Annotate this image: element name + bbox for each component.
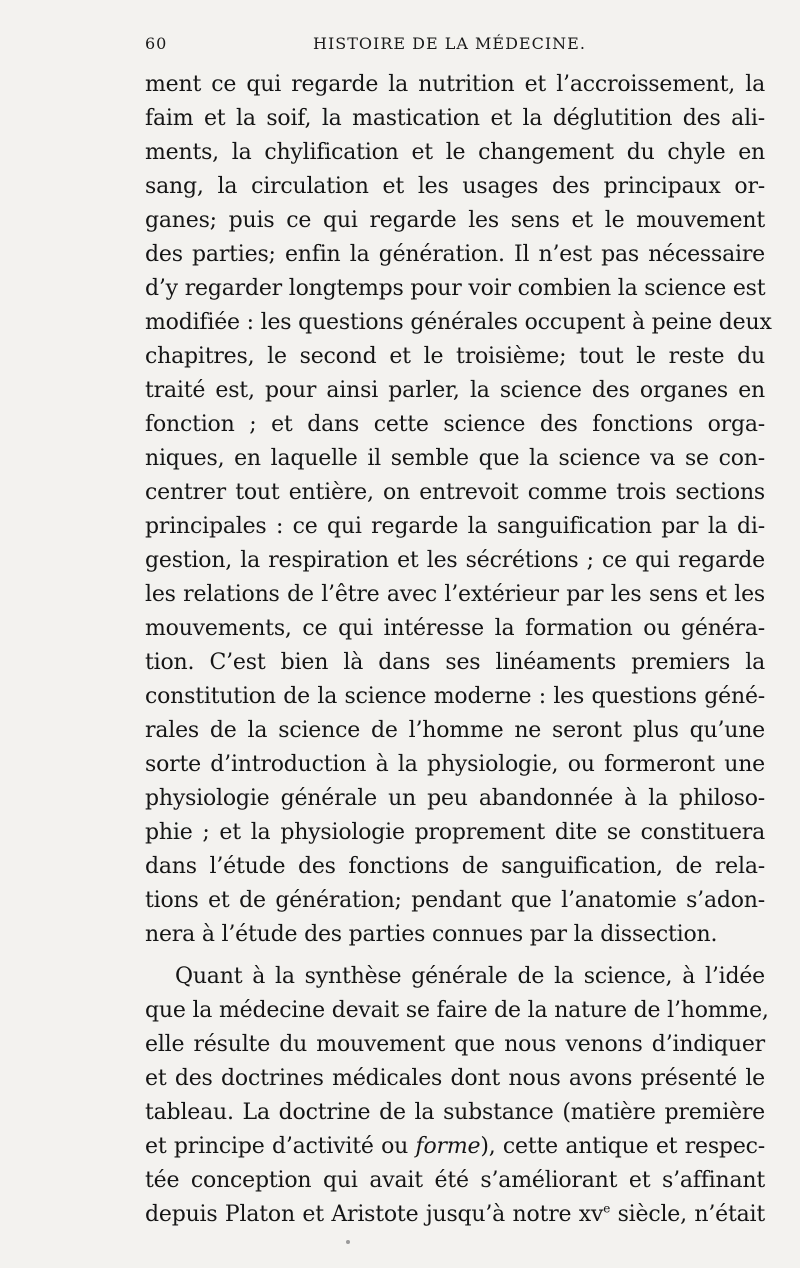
text-line: chapitres, le second et le troisième; tout le reste du (145, 344, 765, 369)
text-line: modifiée : les questions générales occupent à peine deux (145, 310, 772, 335)
mixed-style-line (145, 1130, 765, 1164)
text-line: que la médecine devait se faire de la nature de l’homme, (145, 998, 769, 1023)
text-fragment: siècle, n’était (610, 1202, 765, 1227)
text-line: fonction ; et dans cette science des fonctions orga- (145, 412, 765, 437)
paper-speck (346, 1240, 350, 1244)
text-line: sang, la circulation et les usages des principaux or- (145, 174, 765, 199)
text-line: ganes; puis ce qui regarde les sens et le mouvement (145, 208, 765, 233)
text-line: niques, en laquelle il semble que la science va se con- (145, 446, 765, 471)
italic-word: forme (415, 1134, 481, 1159)
text-line: et des doctrines médicales dont nous avons présenté le (145, 1066, 765, 1091)
text-line: traité est, pour ainsi parler, la science des organes en (145, 378, 765, 403)
text-line: sorte d’introduction à la physiologie, ou formeront une (145, 752, 765, 777)
text-line: ments, la chylification et le changement du chyle en (145, 140, 765, 165)
superscript-mark: e (603, 1201, 611, 1216)
text-line: centrer tout entière, on entrevoit comme trois sections (145, 480, 765, 505)
body-text (145, 68, 772, 1227)
text-line: Quant à la synthèse générale de la science, à l’idée (175, 964, 765, 989)
text-line: tableau. La doctrine de la substance (matière première (145, 1100, 765, 1125)
text-fragment: ), cette antique et respec- (480, 1134, 765, 1159)
text-line: principales : ce qui regarde la sanguification par la di- (145, 514, 765, 539)
text-line: elle résulte du mouvement que nous venons d’indiquer (145, 1032, 765, 1057)
text-fragment: depuis Platon et Aristote jusqu’à notre xv (145, 1202, 604, 1227)
text-line: dans l’étude des fonctions de sanguification, de rela- (145, 854, 765, 879)
text-line: des parties; enfin la génération. Il n’est pas nécessaire (145, 242, 765, 267)
paragraph-break (145, 952, 765, 960)
running-title: HISTOIRE DE LA MÉDECINE. (313, 34, 586, 53)
text-line: tée conception qui avait été s’améliorant et s’affinant (145, 1168, 765, 1193)
text-line: physiologie générale un peu abandonnée à la philoso- (145, 786, 765, 811)
text-fragment: et principe d’activité ou (145, 1134, 409, 1159)
page-header (145, 34, 763, 62)
text-line: nera à l’étude des parties connues par la dissection. (145, 922, 718, 947)
text-line: mouvements, ce qui intéresse la formation ou généra- (145, 616, 765, 641)
text-line: d’y regarder longtemps pour voir combien la science est (145, 276, 766, 301)
text-line: phie ; et la physiologie proprement dite se constituera (145, 820, 765, 845)
text-line: rales de la science de l’homme ne seront plus qu’une (145, 718, 765, 743)
text-line: tion. C’est bien là dans ses linéaments premiers la (145, 650, 765, 675)
text-line: constitution de la science moderne : les questions géné- (145, 684, 765, 709)
text-line: faim et la soif, la mastication et la déglutition des ali- (145, 106, 765, 131)
text-line: gestion, la respiration et les sécrétions ; ce qui regarde (145, 548, 765, 573)
mixed-style-line (145, 1198, 765, 1232)
text-line: ment ce qui regarde la nutrition et l’accroissement, la (145, 72, 765, 97)
text-line: les relations de l’être avec l’extérieur par les sens et les (145, 582, 765, 607)
page-number: 60 (145, 34, 168, 53)
text-line: tions et de génération; pendant que l’anatomie s’adon- (145, 888, 765, 913)
